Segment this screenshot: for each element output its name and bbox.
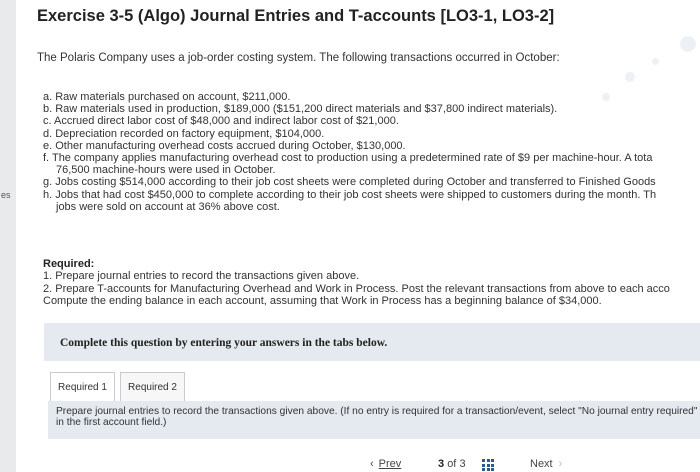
required-heading: Required: <box>43 258 95 270</box>
transaction-item: f. The company applies manufacturing overhead cost to production using a predetermined rate of $9 per machine-hour. A tota <box>43 152 653 165</box>
decorative-bubble <box>680 36 696 52</box>
instructions-text: Prepare journal entries to record the transactions given above. (If no entry is required for a transaction/event, select "No journal entry required" in the first account field.) <box>56 406 698 428</box>
tab-required-2[interactable]: Required 2 <box>120 372 185 402</box>
next-label: Next <box>530 458 553 470</box>
transaction-item: g. Jobs costing $514,000 according to their job cost sheets were completed during October and transferred to Finished Goods <box>43 176 656 189</box>
page-title: Exercise 3-5 (Algo) Journal Entries and T-accounts [LO3-1, LO3-2] <box>37 7 555 25</box>
chevron-right-icon: › <box>558 458 563 470</box>
prev-button[interactable] <box>370 458 401 470</box>
transactions-list <box>43 91 700 213</box>
complete-question-text: Complete this question by entering your answers in the tabs below. <box>60 337 388 349</box>
left-sidebar-strip <box>0 0 16 472</box>
complete-question-banner <box>44 323 700 361</box>
instructions-box <box>48 401 700 439</box>
transaction-item: e. Other manufacturing overhead costs accrued during October, $130,000. <box>43 139 406 152</box>
page-of-label: of <box>447 458 457 470</box>
transaction-item: d. Depreciation recorded on factory equipment, $104,000. <box>43 127 325 140</box>
required-item: 1. Prepare journal entries to record the transactions given above. <box>43 270 360 282</box>
page-indicator <box>438 458 466 470</box>
next-button[interactable] <box>530 458 562 470</box>
grid-icon[interactable] <box>482 459 494 471</box>
transaction-item-continued: jobs were sold on account at 36% above cost. <box>56 200 280 213</box>
prev-label: Prev <box>378 458 402 470</box>
chevron-left-icon: ‹ <box>370 458 374 470</box>
sidebar-tab[interactable]: es <box>1 190 11 200</box>
required-item: 2. Prepare T-accounts for Manufacturing Overhead and Work in Process. Post the relevant transactions from above to each acco <box>43 282 670 295</box>
tab-required-1[interactable]: Required 1 <box>50 372 115 402</box>
problem-intro: The Polaris Company uses a job-order costing system. The following transactions occurred in October: <box>37 52 560 64</box>
decorative-bubble <box>652 58 659 65</box>
transaction-item: b. Raw materials used in production, $189,000 ($151,200 direct materials and $37,800 indirect materials). <box>43 103 558 116</box>
required-item-continued: Compute the ending balance in each account, assuming that Work in Process has a beginning balance of $34,000. <box>43 295 602 308</box>
transaction-item: h. Jobs that had cost $450,000 to complete according to their job cost sheets were shipped to customers during the month. Th <box>43 188 657 201</box>
current-page: 3 <box>438 458 445 470</box>
transaction-item: c. Accrued direct labor cost of $48,000 and indirect labor cost of $21,000. <box>43 115 399 128</box>
transaction-item-continued: 76,500 machine-hours were used in October. <box>56 164 276 177</box>
total-pages: 3 <box>459 458 466 470</box>
required-list <box>43 270 670 308</box>
decorative-bubble <box>625 72 635 82</box>
transaction-item: a. Raw materials purchased on account, $211,000. <box>43 91 291 103</box>
